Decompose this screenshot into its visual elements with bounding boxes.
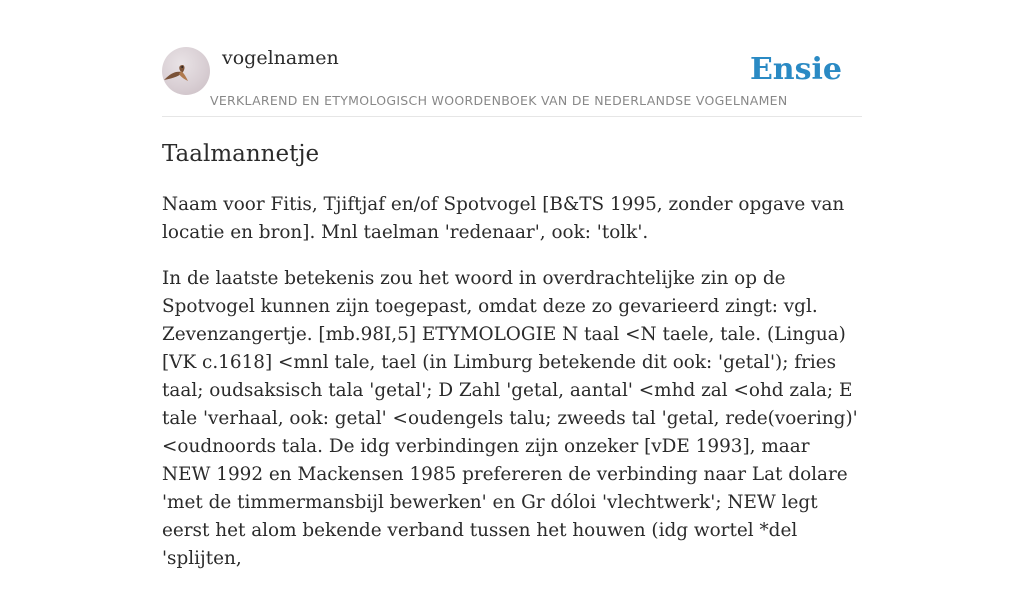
site-header xyxy=(162,46,862,117)
bird-icon xyxy=(162,47,210,95)
article-paragraph-2: In de laatste betekenis zou het woord in overdrachtelijke zin op de Spotvogel kunnen zijn toegepast, omdat deze zo gevarieerd zingt: vgl. Zevenzangertje. [mb.98I,5] ETYMOLOGIE N taal <N taele, tale. (Lingua) [VK c.1618] <mnl tale, tael (in Limburg betekende dit ook: 'getal'); fries taal; oudsaksisch tala 'getal'; D Zahl 'getal, aantal' <mhd zal <ohd zala; E tale 'verhaal, ook: getal' <oudengels talu; zweeds tal 'getal, rede(voering)' <oudnoords tala. De idg verbindingen zijn onzeker [vDE 1993], maar NEW 1992 en Mackensen 1985 prefereren de verbinding naar Lat dolare 'met de timmermansbijl bewerken' en Gr dóloi 'vlechtwerk'; NEW legt eerst het alom bekende verband tussen het houwen (idg wortel *del 'splijten, xyxy=(162,268,858,569)
article-paragraph-1: Naam voor Fitis, Tjiftjaf en/of Spotvogel [B&TS 1995, zonder opgave van locatie en bron]. Mnl taelman 'redenaar', ook: 'tolk'. xyxy=(162,194,845,243)
article xyxy=(162,138,862,591)
avatar[interactable] xyxy=(162,47,210,95)
site-name[interactable]: vogelnamen xyxy=(222,47,339,69)
page-title: Taalmannetje xyxy=(162,141,320,167)
site-tagline: VERKLAREND EN ETYMOLOGISCH WOORDENBOEK VAN DE NEDERLANDSE VOGELNAMEN xyxy=(210,93,788,108)
brand-logo[interactable]: Ensie xyxy=(749,52,842,87)
